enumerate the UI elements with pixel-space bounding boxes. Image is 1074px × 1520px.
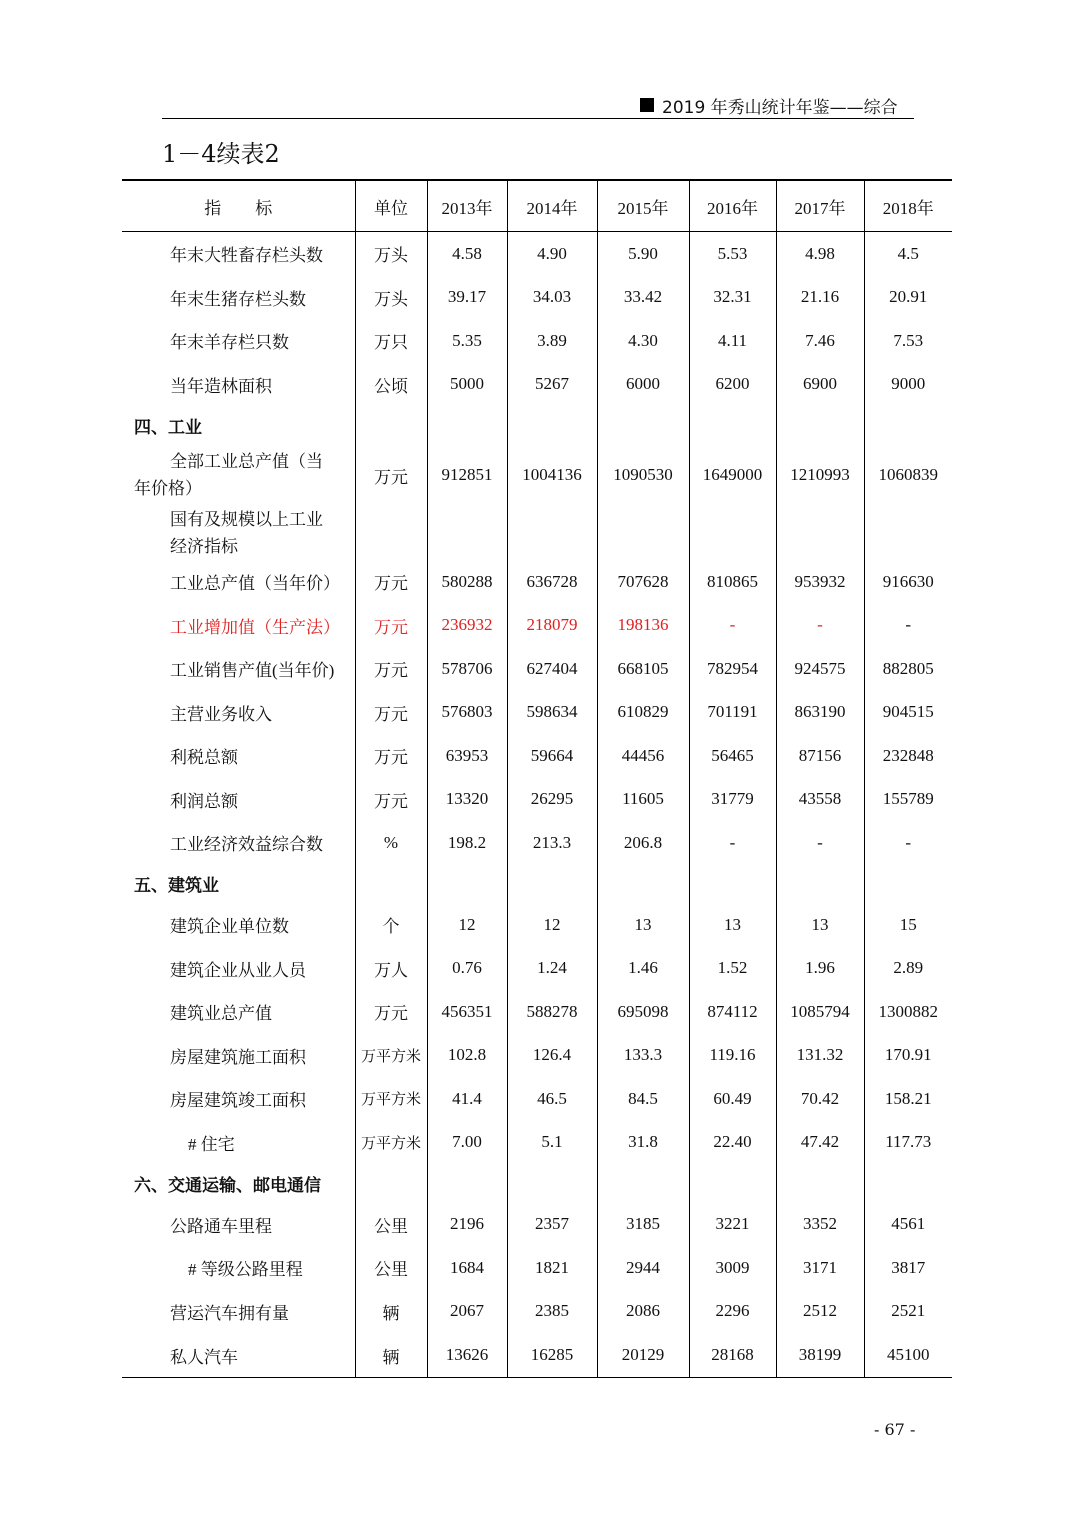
value-cell: 38199 <box>776 1333 864 1378</box>
value-cell: 126.4 <box>507 1034 597 1078</box>
value-cell: 34.03 <box>507 276 597 320</box>
value-cell: 2357 <box>507 1202 597 1246</box>
value-cell: 3352 <box>776 1202 864 1246</box>
value-cell: 1085794 <box>776 990 864 1034</box>
table-row <box>122 1290 952 1334</box>
indicator-label: 房屋建筑竣工面积 <box>170 1091 306 1111</box>
indicator-label: 工业销售产值(当年价) <box>170 661 335 681</box>
table-row <box>122 947 952 991</box>
indicator-label: 建筑业总产值 <box>170 1004 272 1024</box>
running-header <box>640 92 898 118</box>
statistics-table <box>122 179 952 1378</box>
header-rule <box>162 118 914 119</box>
indicator-label: 年末大牲畜存栏头数 <box>170 246 323 266</box>
value-cell: 588278 <box>507 990 597 1034</box>
value-cell: 636728 <box>507 560 597 604</box>
value-cell: 3.89 <box>507 319 597 363</box>
indicator-label: 营运汽车拥有量 <box>170 1303 289 1323</box>
year-header: 2016年 <box>689 180 776 232</box>
value-cell: 576803 <box>427 691 507 735</box>
value-cell: 44456 <box>597 734 689 778</box>
value-cell: 7.53 <box>864 319 952 363</box>
table-row <box>122 1202 952 1246</box>
value-cell: 1821 <box>507 1246 597 1290</box>
value-cell: 47.42 <box>776 1121 864 1165</box>
value-cell: - <box>864 604 952 648</box>
value-cell: 39.17 <box>427 276 507 320</box>
value-cell: 3221 <box>689 1202 776 1246</box>
table-row <box>122 1121 952 1165</box>
value-cell: 2944 <box>597 1246 689 1290</box>
table-row <box>122 506 952 560</box>
value-cell: 60.49 <box>689 1077 776 1121</box>
value-cell: 11605 <box>597 778 689 822</box>
value-cell: 598634 <box>507 691 597 735</box>
value-cell: 578706 <box>427 647 507 691</box>
unit-cell: 万平方米 <box>355 1077 427 1121</box>
year-header: 2014年 <box>507 180 597 232</box>
value-cell: 46.5 <box>507 1077 597 1121</box>
value-cell: 232848 <box>864 734 952 778</box>
value-cell: 4.11 <box>689 319 776 363</box>
table-row <box>122 1333 952 1378</box>
value-cell: 131.32 <box>776 1034 864 1078</box>
value-cell: 31.8 <box>597 1121 689 1165</box>
value-cell: 13320 <box>427 778 507 822</box>
value-cell: 2296 <box>689 1290 776 1334</box>
value-cell: 863190 <box>776 691 864 735</box>
value-cell: 26295 <box>507 778 597 822</box>
value-cell: 63953 <box>427 734 507 778</box>
table-title: 1－4续表2 <box>162 140 280 168</box>
value-cell: 7.00 <box>427 1121 507 1165</box>
section-row <box>122 865 952 903</box>
table-header-row <box>122 180 952 232</box>
value-cell: 1.96 <box>776 947 864 991</box>
value-cell: 4.98 <box>776 232 864 276</box>
indicator-label: 当年造林面积 <box>170 376 272 396</box>
value-cell: 1.24 <box>507 947 597 991</box>
indicator-label: 利税总额 <box>170 748 238 768</box>
unit-cell: 辆 <box>355 1290 427 1334</box>
value-cell: 15 <box>864 903 952 947</box>
unit-cell: 万头 <box>355 232 427 276</box>
value-cell: 1.52 <box>689 947 776 991</box>
table-row <box>122 319 952 363</box>
indicator-label: 主营业务收入 <box>170 704 272 724</box>
value-cell: 21.16 <box>776 276 864 320</box>
value-cell: 56465 <box>689 734 776 778</box>
unit-cell: 万平方米 <box>355 1034 427 1078</box>
unit-cell: 万元 <box>355 734 427 778</box>
table-row <box>122 821 952 865</box>
value-cell: 28168 <box>689 1333 776 1378</box>
year-header: 2013年 <box>427 180 507 232</box>
value-cell: 13626 <box>427 1333 507 1378</box>
indicator-label: 全部工业总产值（当 年价格） <box>134 452 323 498</box>
table-row <box>122 444 952 506</box>
indicator-label: 年末羊存栏只数 <box>170 333 289 353</box>
unit-cell: 万只 <box>355 319 427 363</box>
value-cell: 45100 <box>864 1333 952 1378</box>
indicator-label: 国有及规模以上工业 经济指标 <box>170 510 323 556</box>
value-cell: 12 <box>427 903 507 947</box>
value-cell: 41.4 <box>427 1077 507 1121</box>
value-cell: 2521 <box>864 1290 952 1334</box>
value-cell: 810865 <box>689 560 776 604</box>
section-row <box>122 1164 952 1202</box>
value-cell: 882805 <box>864 647 952 691</box>
table-row <box>122 276 952 320</box>
indicator-label: 公路通车里程 <box>170 1216 272 1236</box>
value-cell: 0.76 <box>427 947 507 991</box>
value-cell: 4.58 <box>427 232 507 276</box>
table-row <box>122 363 952 407</box>
value-cell: 904515 <box>864 691 952 735</box>
value-cell: 4.30 <box>597 319 689 363</box>
value-cell: 3171 <box>776 1246 864 1290</box>
unit-header: 单位 <box>355 180 427 232</box>
value-cell: - <box>689 604 776 648</box>
value-cell: 70.42 <box>776 1077 864 1121</box>
value-cell: 170.91 <box>864 1034 952 1078</box>
year-header: 2017年 <box>776 180 864 232</box>
value-cell: 1.46 <box>597 947 689 991</box>
value-cell: 701191 <box>689 691 776 735</box>
unit-cell: % <box>355 821 427 865</box>
value-cell: 695098 <box>597 990 689 1034</box>
value-cell: 22.40 <box>689 1121 776 1165</box>
value-cell: 1684 <box>427 1246 507 1290</box>
unit-cell: 万元 <box>355 691 427 735</box>
unit-cell: 万元 <box>355 444 427 506</box>
unit-cell: 万元 <box>355 778 427 822</box>
value-cell: 924575 <box>776 647 864 691</box>
table-row <box>122 604 952 648</box>
value-cell: 87156 <box>776 734 864 778</box>
value-cell: 2086 <box>597 1290 689 1334</box>
unit-cell: 万元 <box>355 990 427 1034</box>
value-cell: 12 <box>507 903 597 947</box>
unit-cell: 个 <box>355 903 427 947</box>
indicator-label: 建筑企业单位数 <box>170 917 289 936</box>
value-cell: 117.73 <box>864 1121 952 1165</box>
value-cell: 5.90 <box>597 232 689 276</box>
value-cell: 198136 <box>597 604 689 648</box>
value-cell: 1090530 <box>597 444 689 506</box>
value-cell: 1210993 <box>776 444 864 506</box>
value-cell: 31779 <box>689 778 776 822</box>
header-text: 2019 年秀山统计年鉴——综合 <box>662 97 898 118</box>
unit-cell: 万头 <box>355 276 427 320</box>
value-cell: 580288 <box>427 560 507 604</box>
section-row <box>122 406 952 444</box>
value-cell: 3185 <box>597 1202 689 1246</box>
header-square-icon <box>640 98 654 112</box>
table-row <box>122 1246 952 1290</box>
indicator-header: 指 标 <box>122 180 355 232</box>
value-cell: 4.90 <box>507 232 597 276</box>
value-cell: 5.53 <box>689 232 776 276</box>
value-cell: 43558 <box>776 778 864 822</box>
indicator-label: 年末生猪存栏头数 <box>170 289 306 309</box>
value-cell: 4.5 <box>864 232 952 276</box>
value-cell: 7.46 <box>776 319 864 363</box>
unit-cell: 公里 <box>355 1202 427 1246</box>
value-cell: 13 <box>689 903 776 947</box>
value-cell: 236932 <box>427 604 507 648</box>
table-row <box>122 1034 952 1078</box>
table-row <box>122 990 952 1034</box>
value-cell: - <box>776 604 864 648</box>
value-cell: 213.3 <box>507 821 597 865</box>
value-cell: 9000 <box>864 363 952 407</box>
indicator-label: 工业总产值（当年价） <box>170 574 340 594</box>
unit-cell: 万元 <box>355 604 427 648</box>
unit-cell: 公里 <box>355 1246 427 1290</box>
table-row <box>122 691 952 735</box>
value-cell: 20.91 <box>864 276 952 320</box>
value-cell: 1004136 <box>507 444 597 506</box>
value-cell: 1300882 <box>864 990 952 1034</box>
table-row <box>122 903 952 947</box>
value-cell: 4561 <box>864 1202 952 1246</box>
value-cell: 6900 <box>776 363 864 407</box>
value-cell: 13 <box>776 903 864 947</box>
value-cell: 2196 <box>427 1202 507 1246</box>
value-cell: 627404 <box>507 647 597 691</box>
value-cell: 59664 <box>507 734 597 778</box>
value-cell: 102.8 <box>427 1034 507 1078</box>
value-cell: 2.89 <box>864 947 952 991</box>
value-cell: 456351 <box>427 990 507 1034</box>
unit-cell: 万人 <box>355 947 427 991</box>
value-cell: 782954 <box>689 647 776 691</box>
indicator-label: 房屋建筑施工面积 <box>170 1047 306 1067</box>
indicator-label: 利润总额 <box>170 791 238 811</box>
value-cell: 13 <box>597 903 689 947</box>
table-row <box>122 647 952 691</box>
value-cell: 2385 <box>507 1290 597 1334</box>
value-cell: 198.2 <box>427 821 507 865</box>
value-cell: 668105 <box>597 647 689 691</box>
value-cell: 20129 <box>597 1333 689 1378</box>
value-cell: 3009 <box>689 1246 776 1290</box>
indicator-label: # 住宅 <box>188 1134 235 1154</box>
table-row <box>122 560 952 604</box>
value-cell: 707628 <box>597 560 689 604</box>
indicator-label: 工业增加值（生产法） <box>170 617 340 637</box>
value-cell: 5.35 <box>427 319 507 363</box>
value-cell: 1649000 <box>689 444 776 506</box>
value-cell: 206.8 <box>597 821 689 865</box>
table-row <box>122 778 952 822</box>
indicator-label: 建筑企业从业人员 <box>170 960 306 980</box>
value-cell: 874112 <box>689 990 776 1034</box>
year-header: 2018年 <box>864 180 952 232</box>
section-heading: 六、交通运输、邮电通信 <box>134 1175 321 1195</box>
value-cell: 133.3 <box>597 1034 689 1078</box>
value-cell: - <box>689 821 776 865</box>
table-row <box>122 232 952 276</box>
section-heading: 四、工业 <box>134 417 202 437</box>
value-cell: - <box>776 821 864 865</box>
indicator-label: # 等级公路里程 <box>188 1260 303 1280</box>
value-cell: 5267 <box>507 363 597 407</box>
value-cell: 33.42 <box>597 276 689 320</box>
unit-cell: 万元 <box>355 647 427 691</box>
indicator-label: 工业经济效益综合数 <box>170 835 323 855</box>
value-cell: 84.5 <box>597 1077 689 1121</box>
value-cell: - <box>864 821 952 865</box>
value-cell: 610829 <box>597 691 689 735</box>
value-cell: 2067 <box>427 1290 507 1334</box>
unit-cell: 公顷 <box>355 363 427 407</box>
value-cell: 916630 <box>864 560 952 604</box>
table-row <box>122 734 952 778</box>
value-cell: 6000 <box>597 363 689 407</box>
value-cell: 6200 <box>689 363 776 407</box>
value-cell: 2512 <box>776 1290 864 1334</box>
value-cell: 3817 <box>864 1246 952 1290</box>
unit-cell: 万平方米 <box>355 1121 427 1165</box>
section-heading: 五、建筑业 <box>134 876 219 895</box>
value-cell: 32.31 <box>689 276 776 320</box>
value-cell: 953932 <box>776 560 864 604</box>
value-cell: 5.1 <box>507 1121 597 1165</box>
value-cell: 16285 <box>507 1333 597 1378</box>
table-row <box>122 1077 952 1121</box>
value-cell: 912851 <box>427 444 507 506</box>
unit-cell: 万元 <box>355 560 427 604</box>
value-cell: 155789 <box>864 778 952 822</box>
value-cell: 158.21 <box>864 1077 952 1121</box>
indicator-label: 私人汽车 <box>122 1333 355 1378</box>
value-cell: 218079 <box>507 604 597 648</box>
value-cell: 119.16 <box>689 1034 776 1078</box>
unit-cell: 辆 <box>355 1333 427 1378</box>
year-header: 2015年 <box>597 180 689 232</box>
page-number: - 67 - <box>874 1420 916 1439</box>
value-cell: 5000 <box>427 363 507 407</box>
value-cell: 1060839 <box>864 444 952 506</box>
